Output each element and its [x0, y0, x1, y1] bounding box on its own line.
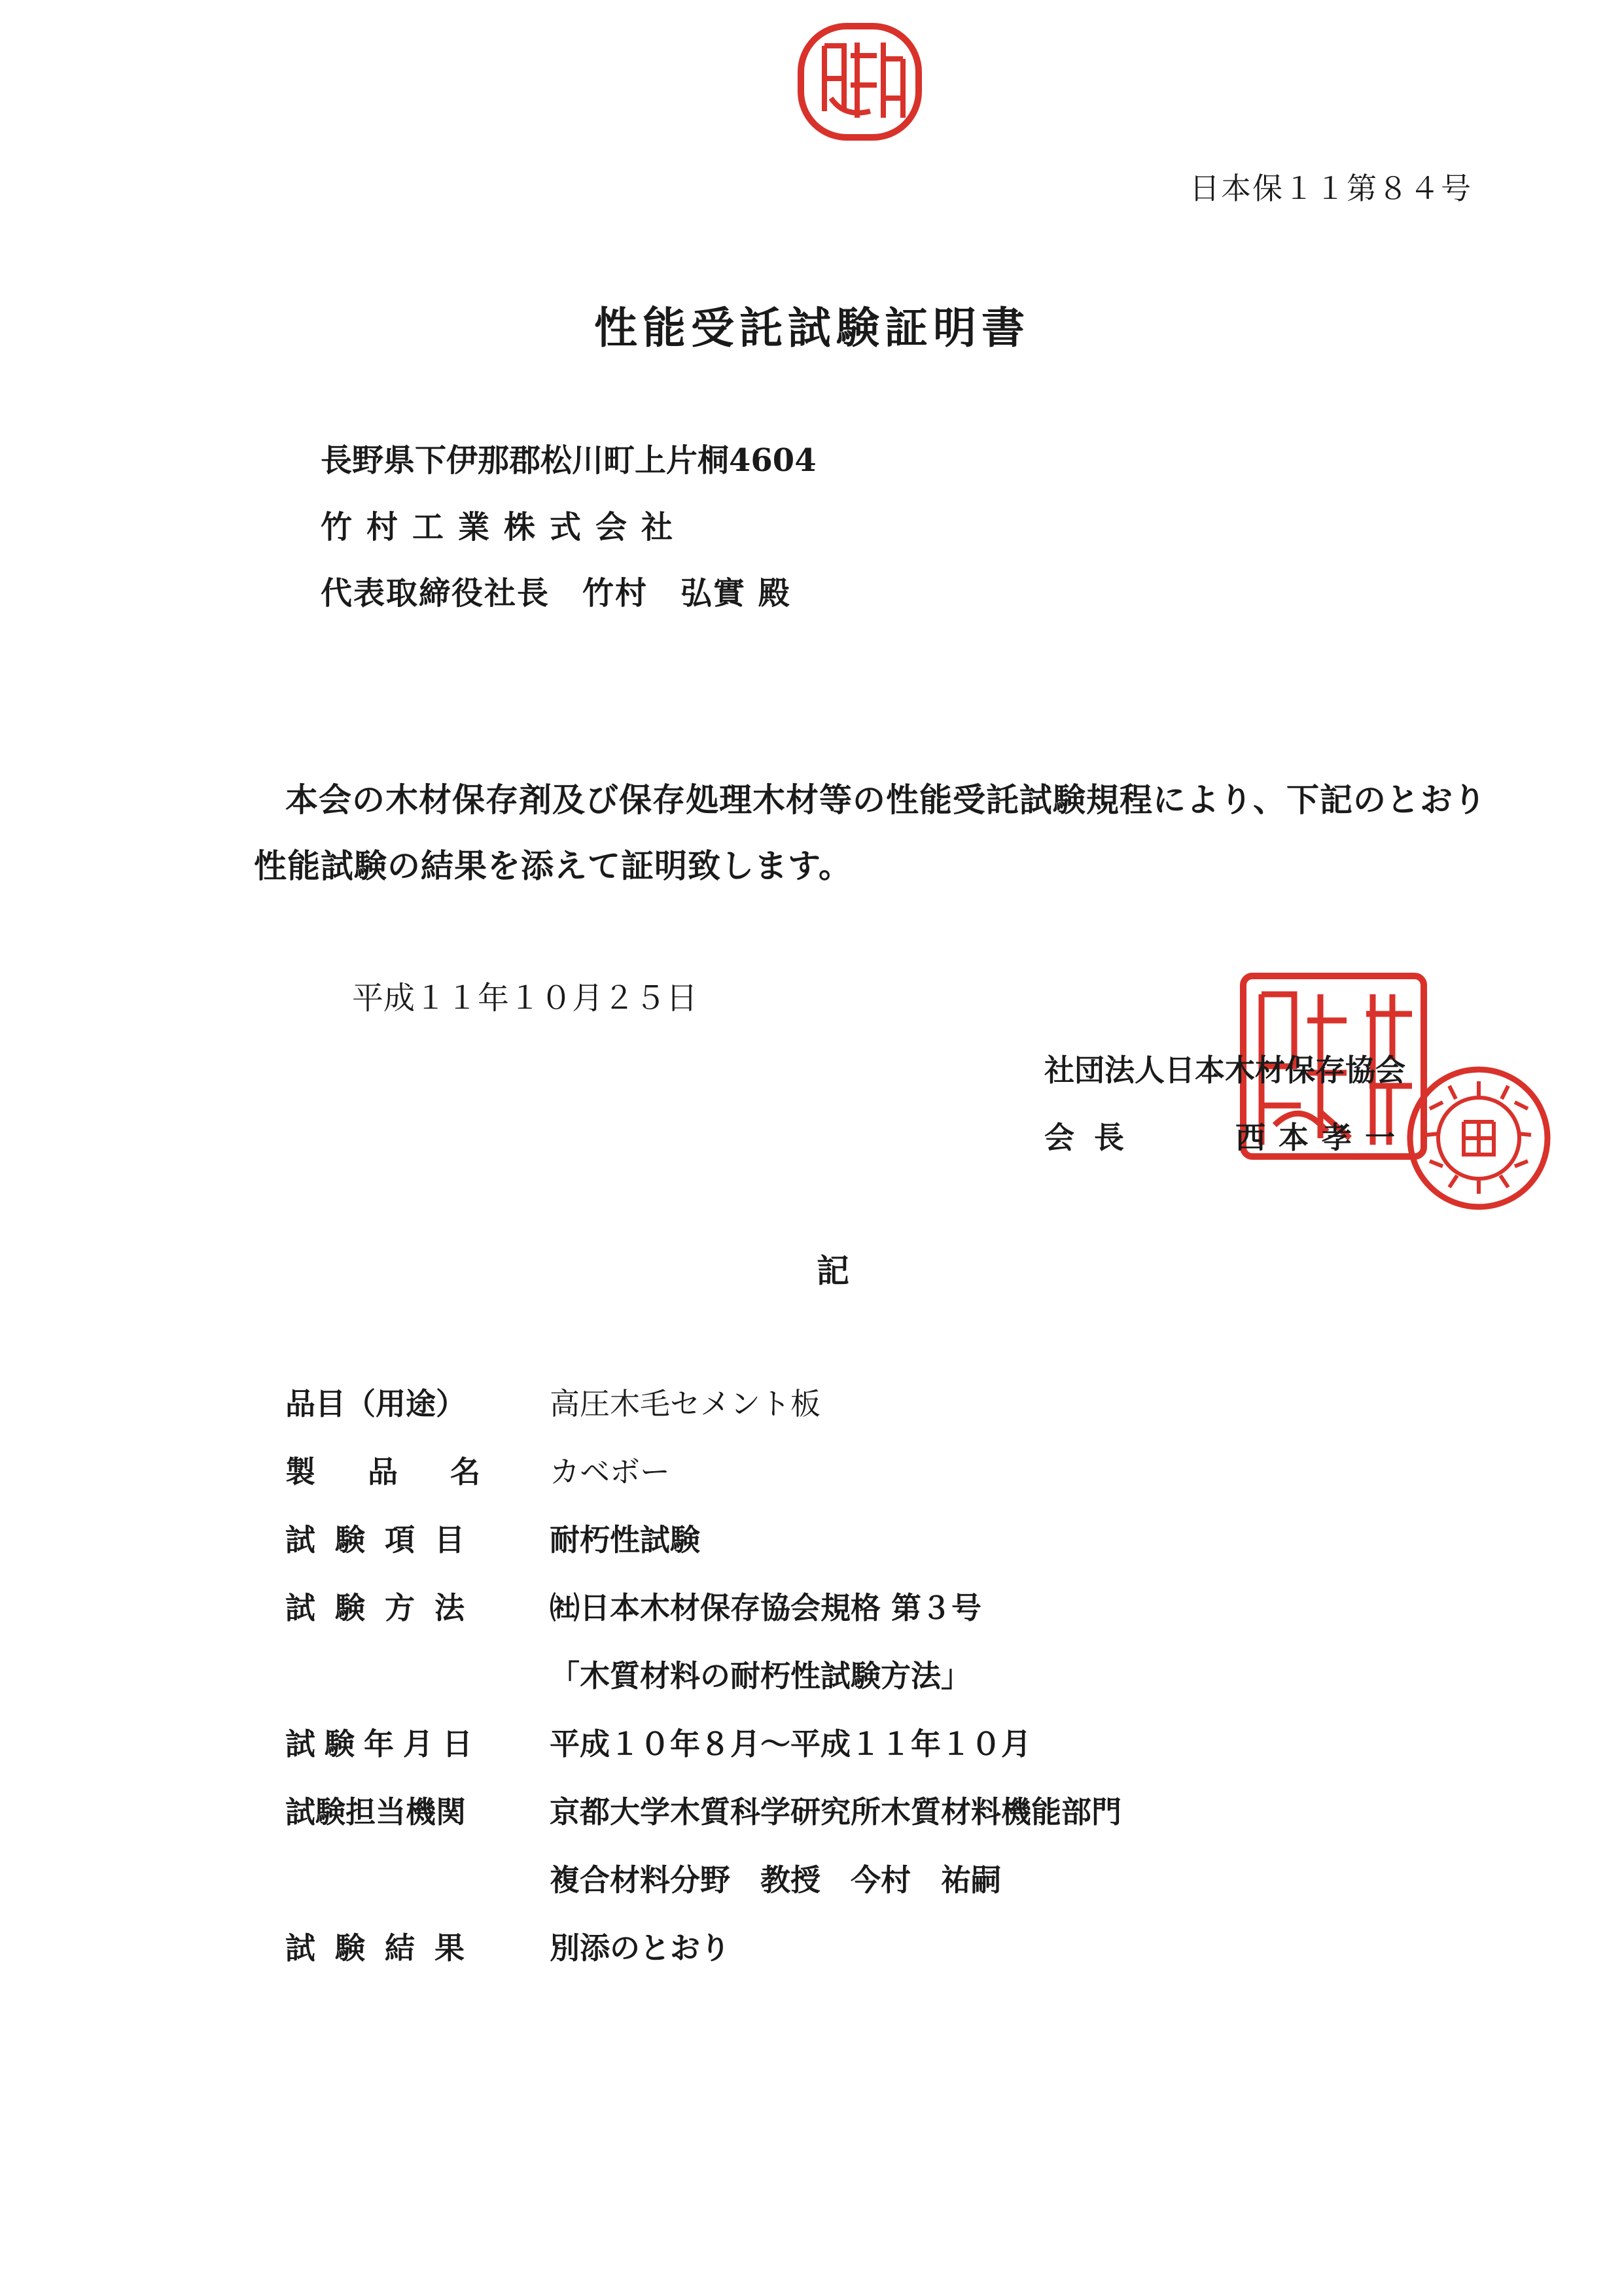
detail-label: 試験結果 [285, 1930, 484, 1966]
issue-date: 平成１１年１０月２５日 [352, 980, 698, 1017]
detail-row-test-date [285, 1720, 1031, 1764]
ki-heading: 記 [817, 1251, 849, 1290]
detail-row-test-item [285, 1516, 700, 1559]
detail-value: ㈳日本木材保存協会規格 第３号 [550, 1590, 982, 1626]
round-seal-stamp [1403, 1063, 1554, 1213]
certification-text-line-1: 本会の木材保存剤及び保存処理木材等の性能受託試験規程により、下記のとおり [285, 780, 1487, 819]
detail-value: 平成１０年８月～平成１１年１０月 [550, 1726, 1031, 1762]
detail-row-product-name [285, 1448, 670, 1491]
detail-label: 試験項目 [285, 1522, 484, 1557]
detail-row-item [285, 1380, 821, 1423]
top-seal-stamp [792, 20, 929, 150]
recipient-address: 長野県下伊那郡松川町上片桐4604 [321, 442, 817, 479]
detail-label: 試験年月日 [285, 1726, 482, 1762]
detail-value: 京都大学木質科学研究所木質材料機能部門 [550, 1794, 1121, 1830]
recipient-company: 竹村工業株式会社 [321, 509, 688, 546]
document-number: 日本保１１第８４号 [1190, 171, 1472, 206]
detail-label: 試験方法 [285, 1590, 484, 1626]
detail-value: 耐朽性試験 [550, 1522, 700, 1557]
document-title: 性能受託試験証明書 [594, 302, 1030, 353]
detail-value: 高圧木毛セメント板 [550, 1386, 821, 1421]
detail-continuation: 「木質材料の耐朽性試験方法」 [550, 1658, 971, 1694]
detail-label: 試験担当機関 [285, 1794, 466, 1830]
issuer-name: 西本孝一 [1235, 1120, 1408, 1155]
detail-row-test-result [285, 1924, 730, 1968]
issuer-title: 会長 [1044, 1120, 1144, 1155]
certification-text-line-2: 性能試験の結果を添えて証明致します。 [254, 846, 852, 885]
detail-label: 製品名 [285, 1454, 533, 1489]
detail-value: カベボー [550, 1454, 670, 1489]
detail-row-test-institution [285, 1788, 1121, 1832]
detail-continuation: 複合材料分野 教授 今村 祐嗣 [550, 1862, 1001, 1898]
issuer-organization: 社団法人日本木材保存協会 [1044, 1052, 1405, 1088]
recipient-representative: 代表取締役社長 竹村 弘實 殿 [321, 575, 791, 612]
detail-label: 品目（用途） [285, 1386, 466, 1421]
detail-value: 別添のとおり [550, 1930, 730, 1966]
detail-row-test-method [285, 1584, 981, 1627]
